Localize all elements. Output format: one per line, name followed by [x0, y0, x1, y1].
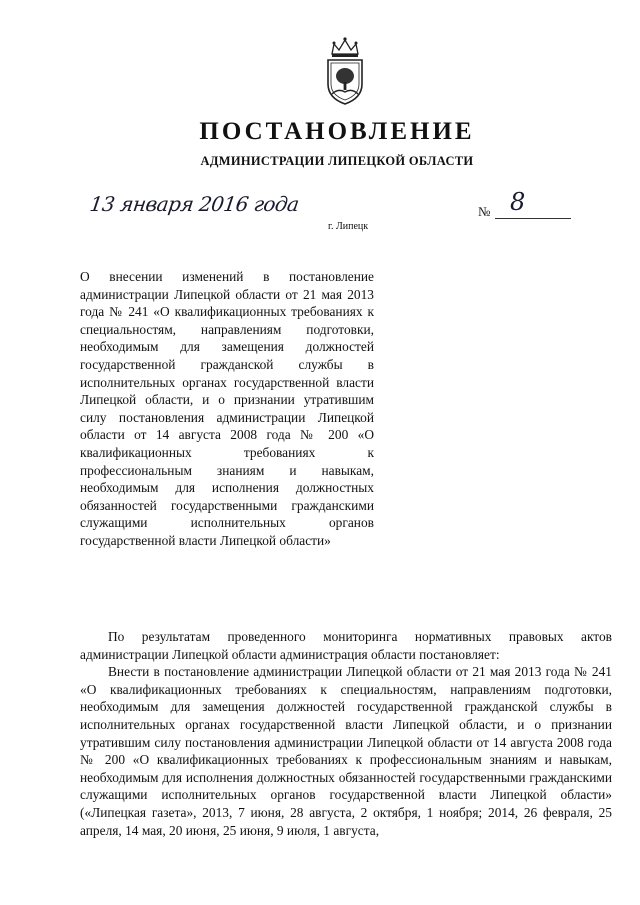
- body-paragraph: По результатам проведенного мониторинга нормативных правовых актов администрации Липецкой области администрация области постановляет:: [80, 629, 612, 662]
- resolution-heading: О внесении изменений в постановление администрации Липецкой области от 21 мая 2013 года № 241 «О квалификационных требованиях к специальностям, направлениям подготовки, необходимым для замещения должностей государственной гражданской службы в исполнительных органах государственной власти Липецкой области, и о признании утратившим силу постановления администрации Липецкой области от 14 августа 2008 года № 200 «О квалификационных требованиях к профессиональным знаниям и навыкам, необходимым для исполнения должностных обязанностей государственными гражданскими служащими исполнительных органов государственной власти Липецкой области»: [80, 269, 374, 548]
- resolution-body: [80, 628, 612, 839]
- issuing-authority: АДМИНИСТРАЦИИ ЛИПЕЦКОЙ ОБЛАСТИ: [200, 154, 474, 168]
- city-label: г. Липецк: [328, 221, 369, 232]
- handwritten-date: 13 января 2016 года: [88, 192, 301, 216]
- lipetsk-coat-of-arms-icon: [324, 36, 366, 106]
- number-label: №: [478, 204, 491, 219]
- document-title: ПОСТАНОВЛЕНИЕ: [199, 118, 475, 145]
- number-underline: [495, 218, 571, 219]
- handwritten-number: 8: [510, 188, 526, 216]
- body-paragraph: Внести в постановление администрации Липецкой области от 21 мая 2013 года № 241 «О квалификационных требованиях к специальностям, направлениям подготовки, необходимым для замещения должностей государственной гражданской службы в исполнительных органах государственной власти Липецкой области, и о признании утратившим силу постановления администрации Липецкой области от 14 августа 2008 года № 200 «О квалификационных требованиях к профессиональным знаниям и навыкам, необходимым для исполнения должностных обязанностей государственными гражданскими служащими исполнительных органов государственной власти Липецкой области» («Липецкая газета», 2013, 7 июня, 28 августа, 2 октября, 1 ноября; 2014, 26 февраля, 25 апреля, 14 мая, 20 июня, 25 июня, 9 июля, 1 августа,: [80, 664, 612, 838]
